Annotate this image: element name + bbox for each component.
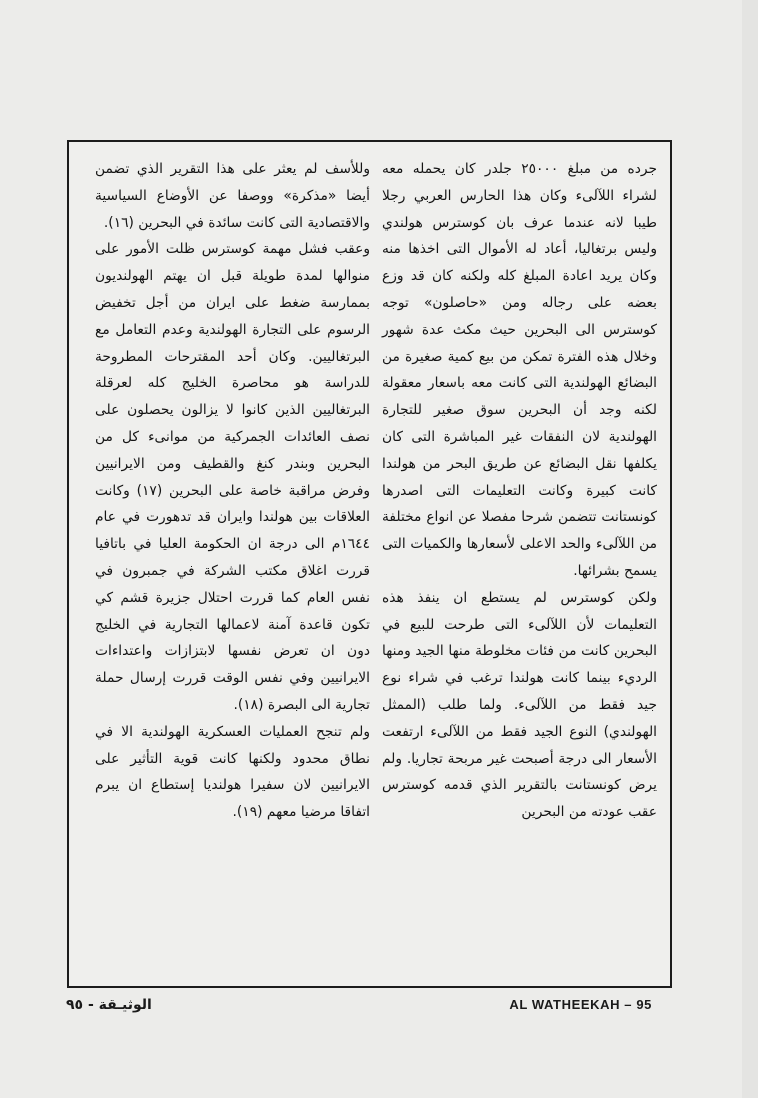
paragraph: ولم تنجح العمليات العسكرية الهولندية الا في نطاق محدود ولكنها كانت قوية التأثير على الايرانيين لان سفيرا هولنديا إستطاع ان يبرم اتفاقا مرضيا معهم (١٩). — [95, 723, 370, 821]
article-frame — [67, 140, 672, 988]
paragraph: ولكن كوسترس لم يستطع ان ينفذ هذه التعليمات لأن اللآلىء التى طرحت للبيع في البحرين كانت من فئات مخلوطة منها الجيد ومنها الرديء بينما كانت هولندا ترغب في شراء نوع جيد فقط من اللآلىء. ولما طلب (الممثل الهولندي) النوع الجيد فقط من اللآلىء ارتفعت الأسعار الى درجة أصبحت غير مربحة تجاريا. ولم يرض كونستانت بالتقرير الذي قدمه كوسترس عقب عودته من البحرين — [382, 589, 657, 821]
article-right-column — [382, 156, 657, 826]
article-left-column — [95, 156, 370, 826]
paragraph: وللأسف لم يعثر على هذا التقرير الذي تضمن أيضا «مذكرة» ووصفا عن الأوضاع السياسية والاقتصادية التى كانت سائدة في البحرين (١٦). — [95, 161, 370, 231]
paragraph: جرده من مبلغ ٢٥٠٠٠ جلدر كان يحمله معه لشراء اللآلىء وكان هذا الحارس العربي رجلا طيبا لانه عندما عرف بان كوسترس هولندي وليس برتغاليا، أعاد له الأموال التى اخذها منه وكان يريد اعادة المبلغ كله ولكنه كان قد وزع بعضه على رجاله ومن «حاصلون» توجه كوسترس الى البحرين حيث مكث عدة شهور وخلال هذه الفترة تمكن من بيع كمية صغيرة من البضائع الهولندية التى كانت معه باسعار معقولة لكنه وجد أن البحرين سوق صغير للتجارة الهولندية لان النفقات غير المباشرة التى كان يكلفها نقل البضائع عن طريق البحر من هولندا كانت كبيرة وكانت التعليمات التى اصدرها كونستانت تتضمن شرحا مفصلا عن انواع مختلفة من اللآلىء والحد الاعلى لأسعارها والكميات التى يسمح بشرائها. — [382, 161, 658, 579]
footer-arabic-page-label: الوثيـقة - ٩٥ — [66, 997, 152, 1013]
footer-latin-page-label: AL WATHEEKAH – 95 — [509, 997, 652, 1012]
paragraph: وعقب فشل مهمة كوسترس ظلت الأمور على منوالها لمدة طويلة قبل ان يهتم الهولنديون بممارسة ضغط على ايران من أجل تخفيض الرسوم على التجارة الهولندية وعدم التعامل مع البرتغاليين. وكان أحد المقترحات المطروحة للدراسة هو محاصرة الخليج كله لعرقلة البرتغاليين الذين كانوا لا يزالون يحصلون على نصف العائدات الجمركية من موانىء كل من البحرين وبندر كنغ والقطيف ومن الايرانيين وفرض مراقبة خاصة على البحرين (١٧) وكانت العلاقات بين هولندا وايران قد تدهورت في عام ١٦٤٤م الى درجة ان الحكومة العليا في باتافيا قررت اغلاق مكتب الشركة في جمبرون في نفس العام كما قررت احتلال جزيرة قشم كي تكون قاعدة آمنة لاعمالها التجارية في الخليج دون ان تعرض نفسها لابتزازات واعتداءات الايرانيين وفي نفس الوقت قررت إرسال حملة تجارية الى البصرة (١٨). — [95, 241, 370, 713]
